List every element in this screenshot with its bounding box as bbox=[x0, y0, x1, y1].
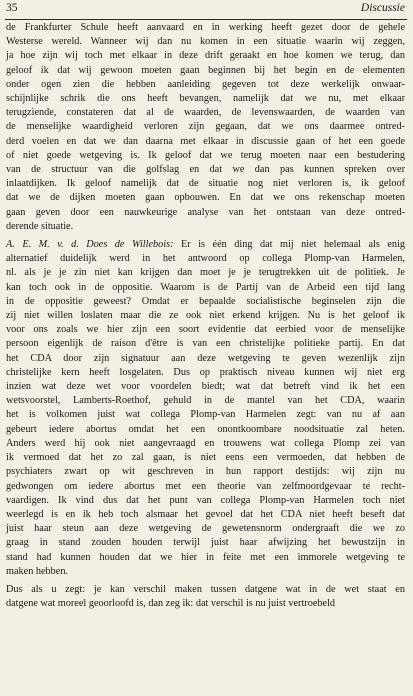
text-line: datgene wat moreel geoorloofd is, dan zeg ik: dat verschil is nu juist vertroebeld bbox=[6, 598, 336, 610]
header-rule bbox=[5, 19, 407, 20]
text-line: de Frankfurter Schule heeft aanvaard en in werking heeft gezet door de gehele bbox=[6, 22, 405, 33]
text-line: derende situatie. bbox=[6, 220, 74, 232]
text-line: gaan geven door een nauwkeurige analyse van het ontstaan van deze ontred- bbox=[6, 206, 405, 218]
text-line: inlaatdijken. Ik geloof namelijk dat de situatie nog niet verloren is, ik geloof bbox=[6, 178, 405, 190]
text-line: stand had kunnen houden dat we hier in feite met een immorele wetgeving te bbox=[6, 551, 405, 563]
text-line: alternatief duidelijk werd in het antwoord op collega Plomp-van Harmelen, bbox=[6, 253, 405, 265]
text-line: ja hoe zijn wij toch met elkaar in deze drift geraakt en hoe komen we terug, dan bbox=[6, 50, 405, 62]
section-title: Discussie bbox=[360, 2, 405, 14]
text-line: het CDA door zijn signatuur aan deze wetgeving te geven wezenlijk zijn bbox=[6, 352, 405, 364]
text-line: in de oppositie geweest? Omdat er bepaalde socialistische beginselen zijn die bbox=[6, 295, 405, 307]
paragraph bbox=[6, 238, 405, 579]
text-line: vaardigen. Ik vind dus dat het punt van collega Plomp-van Harmelen toch niet bbox=[6, 494, 405, 506]
text-line: geloof ik dat wij gewoon moeten gaan beginnen bij het begin en de elementen bbox=[6, 64, 405, 76]
text-line: juist haar steun aan deze wetgeving de gewetensnorm ondergraaft die we zo bbox=[6, 523, 405, 535]
text-line: Westerse wereld. Wanneer wij dan nu komen in een situatie waarin wij zeggen, bbox=[6, 36, 405, 48]
text-line: zij niet willen loslaten maar die ze ook niet erkend krijgen. Nu is het geloof ik bbox=[6, 310, 405, 322]
text-line: voor ons zoals we hier zijn een soort evidentie dat eerbied voor de menselijke bbox=[6, 324, 405, 336]
text-line: A. E. M. v. d. Does de Willebois: Er is één ding dat mij niet helemaal als enig bbox=[6, 239, 406, 251]
page-number: 35 bbox=[6, 2, 18, 14]
text-line: inzien wat deze wet voor voordelen biedt; wat dat betreft vind ik het een bbox=[6, 381, 405, 393]
text-line: schijnlijke schrik die ons heeft bevangen, namelijk dat we nu, met elkaar bbox=[6, 93, 405, 105]
text-line: Anders werd hij ook niet aangevraagd en trouwens wat collega Plomp zei van bbox=[6, 437, 405, 449]
text-line: derd voelen en dat we dan daarna met elkaar in discussie gaan of het een goede bbox=[6, 135, 405, 147]
page-header bbox=[6, 2, 405, 18]
text-line: dat we de dijken moeten gaan opbouwen. En dat we ons rekenschap moeten bbox=[6, 192, 405, 204]
paragraph bbox=[6, 583, 405, 611]
text-line: wetsvoorstel, Lamberts-Roethof, gehuld in de mantel van het CDA, waarin bbox=[6, 395, 405, 407]
text-line: graag in stand zouden houden terwijl juist haar afwijzing het bewustzijn in bbox=[6, 537, 405, 549]
text-line: weerlegd is en ik heb toch alsmaar het gevoel dat het CDA niet heeft beseft dat bbox=[6, 508, 405, 520]
speaker-name: A. E. M. v. d. Does de Willebois: bbox=[6, 239, 174, 251]
paragraph bbox=[6, 21, 405, 234]
text-line: gebeurt iedere abortus omdat het een onontkoombare noodsituatie zal heten. bbox=[6, 423, 405, 435]
text-line: psychiaters zwart op wit geschreven in hun rapport destijds: wij zijn nu bbox=[6, 466, 405, 478]
text-line: gedwongen om iedere abortus met een theorie van zelfmoordgevaar te recht- bbox=[6, 480, 405, 492]
body-text bbox=[6, 21, 405, 611]
text-line: christelijke kern heeft losgelaten. Dus op praktisch niveau kunnen wij niet erg bbox=[6, 366, 405, 378]
text-line: ik vermoed dat het zo zal gaan, is niet eens een vermoeden, dat hebben de bbox=[6, 452, 405, 464]
text-line: nl. als je je zin niet kan krijgen dan moet je je terugtrekken uit de politiek. Je bbox=[6, 267, 405, 279]
text-line: of niet goede wetgeving is. Ik geloof dat we terug moeten naar een bestudering bbox=[6, 149, 405, 161]
text-line: van de structuur van die golfslag en dat we dan pas kunnen spreken over bbox=[6, 164, 405, 176]
text-line: het is volkomen juist wat collega Plomp-van Harmelen zegt: van nu af aan bbox=[6, 409, 405, 421]
text-line: kan toch ook in de oppositie. Waarom is de Partij van de Arbeid een tijd lang bbox=[6, 281, 405, 293]
text-line: Dus als u zegt: je kan verschil maken tussen datgene wat in de wet staat en bbox=[6, 583, 405, 595]
text-line: persoon eigenlijk de raison d'être is van een christelijke politieke partij. En dat bbox=[6, 338, 405, 350]
text-line: onder ogen zien die hebben aanleiding gegeven tot deze werkelijk onwaar- bbox=[6, 78, 405, 90]
text-line: terugziende, constateren dat al de waarden, de levenswaarden, de waarden van bbox=[6, 107, 405, 119]
text-line: de menselijke waardigheid verloren zijn gegaan, dat we ons daarmee ontred- bbox=[6, 121, 405, 133]
text-line: maken hebben. bbox=[6, 565, 69, 577]
